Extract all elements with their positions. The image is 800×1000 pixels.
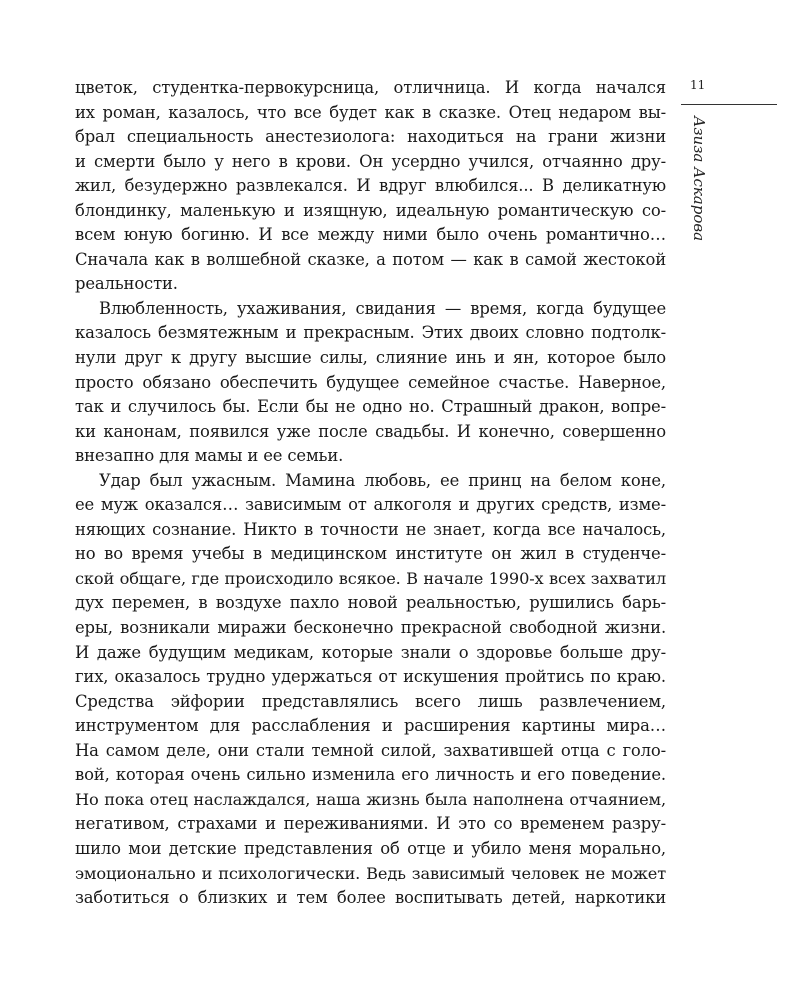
- text-line: негативом, страхами и переживаниями. И это со временем разру-: [75, 814, 666, 834]
- text-line: жил, безудержно развлекался. И вдруг влюбился... В деликатную: [75, 176, 666, 196]
- text-line: Сначала как в волшебной сказке, а потом — как в самой жестокой: [75, 249, 666, 269]
- text-line: брал специальность анестезиолога: находиться на грани жизни: [75, 127, 666, 147]
- body-text: [75, 76, 666, 911]
- text-line: еры, возникали миражи бесконечно прекрасной свободной жизни.: [75, 618, 666, 638]
- text-line: Удар был ужасным. Мамина любовь, ее принц на белом коне,: [99, 470, 666, 490]
- text-line: Средства эйфории представлялись всего лишь развлечением,: [75, 691, 666, 711]
- text-line: инструментом для расслабления и расширения картины мира…: [75, 716, 666, 736]
- text-line: блондинку, маленькую и изящную, идеальную романтическую со-: [75, 200, 666, 220]
- text-line: гих, оказалось трудно удержаться от искушения пройтись по краю.: [75, 667, 666, 687]
- text-line: вой, которая очень сильно изменила его личность и его поведение.: [75, 765, 666, 785]
- text-line: ской общаге, где происходило всякое. В начале 1990-х всех захватил: [75, 568, 666, 588]
- text-line: Влюбленность, ухаживания, свидания — время, когда будущее: [99, 298, 666, 318]
- text-line: На самом деле, они стали темной силой, захватившей отца с голо-: [75, 740, 666, 760]
- text-line: цветок, студентка-первокурсница, отличница. И когда начался: [75, 78, 666, 97]
- text-line: казалось безмятежным и прекрасным. Этих двоих словно подтолк-: [75, 323, 666, 343]
- text-line: просто обязано обеспечить будущее семейное счастье. Наверное,: [75, 372, 666, 392]
- text-line: и смерти было у него в крови. Он усердно учился, отчаянно дру-: [75, 151, 666, 171]
- text-line: И даже будущим медикам, которые знали о здоровье больше дру-: [75, 642, 666, 662]
- text-line: ки канонам, появился уже после свадьбы. И конечно, совершенно: [75, 421, 666, 441]
- text-line: шило мои детские представления об отце и убило меня морально,: [75, 838, 666, 858]
- text-line: реальности.: [75, 274, 178, 294]
- text-line: няющих сознание. Никто в точности не знает, когда все началось,: [75, 519, 666, 539]
- header-rule: [681, 104, 777, 105]
- text-line: их роман, казалось, что все будет как в сказке. Отец недаром вы-: [75, 102, 666, 122]
- text-line: ее муж оказался… зависимым от алкоголя и других средств, изме-: [75, 495, 666, 515]
- text-line: всем юную богиню. И все между ними было очень романтично…: [75, 225, 666, 245]
- text-line: Но пока отец наслаждался, наша жизнь была наполнена отчаянием,: [75, 789, 666, 809]
- running-head-author: Азиза Аскарова: [690, 116, 708, 242]
- page-number: 11: [690, 78, 706, 92]
- text-line: заботиться о близких и тем более воспитывать детей, наркотики: [75, 888, 666, 908]
- text-line: внезапно для мамы и ее семьи.: [75, 446, 344, 466]
- text-line: так и случилось бы. Если бы не одно но. Страшный дракон, вопре-: [75, 397, 666, 417]
- text-line: нули друг к другу высшие силы, слияние инь и ян, которое было: [75, 348, 666, 368]
- text-line: но во время учебы в медицинском институте он жил в студенче-: [75, 544, 666, 564]
- text-line: дух перемен, в воздухе пахло новой реальностью, рушились барь-: [75, 593, 666, 613]
- text-line: эмоционально и психологически. Ведь зависимый человек не может: [75, 863, 666, 883]
